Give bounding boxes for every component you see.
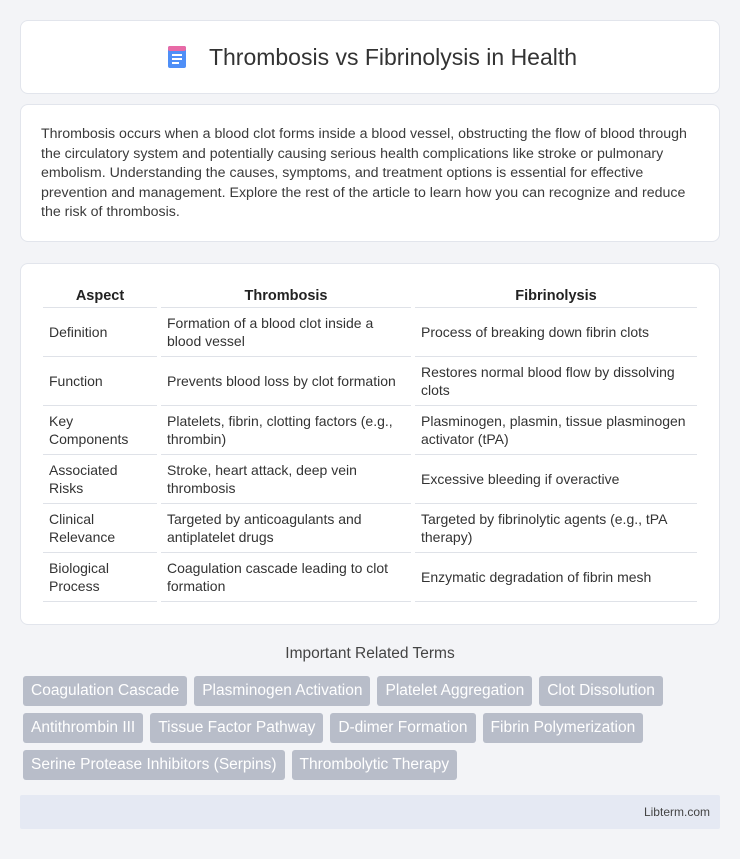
cell-thrombosis: Prevents blood loss by clot formation xyxy=(161,357,411,406)
cell-aspect: Associated Risks xyxy=(43,455,157,504)
cell-thrombosis: Coagulation cascade leading to clot formation xyxy=(161,553,411,602)
cell-thrombosis: Platelets, fibrin, clotting factors (e.g., thrombin) xyxy=(161,406,411,455)
cell-fibrinolysis: Restores normal blood flow by dissolving clots xyxy=(415,357,697,406)
cell-thrombosis: Formation of a blood clot inside a blood vessel xyxy=(161,308,411,357)
cell-fibrinolysis: Process of breaking down fibrin clots xyxy=(415,308,697,357)
table-header-row xyxy=(43,284,697,308)
cell-thrombosis: Targeted by anticoagulants and antiplatelet drugs xyxy=(161,504,411,553)
cell-thrombosis: Stroke, heart attack, deep vein thrombosis xyxy=(161,455,411,504)
cell-aspect: Key Components xyxy=(43,406,157,455)
cell-aspect: Definition xyxy=(43,308,157,357)
table-row xyxy=(43,455,697,504)
related-terms-heading: Important Related Terms xyxy=(285,645,455,662)
related-term-tag[interactable]: D-dimer Formation xyxy=(330,713,475,743)
related-term-tag[interactable]: Plasminogen Activation xyxy=(194,676,370,706)
cell-fibrinolysis: Plasminogen, plasmin, tissue plasminogen activator (tPA) xyxy=(415,406,697,455)
table-row xyxy=(43,504,697,553)
document-icon xyxy=(163,43,191,71)
header-aspect: Aspect xyxy=(43,284,157,308)
cell-fibrinolysis: Excessive bleeding if overactive xyxy=(415,455,697,504)
table-row xyxy=(43,406,697,455)
related-term-tag[interactable]: Antithrombin III xyxy=(23,713,143,743)
comparison-table xyxy=(39,284,701,602)
related-term-tag[interactable]: Platelet Aggregation xyxy=(377,676,532,706)
table-row xyxy=(43,308,697,357)
cell-aspect: Biological Process xyxy=(43,553,157,602)
cell-aspect: Function xyxy=(43,357,157,406)
cell-fibrinolysis: Targeted by fibrinolytic agents (e.g., tPA therapy) xyxy=(415,504,697,553)
table-row xyxy=(43,553,697,602)
comparison-card xyxy=(20,263,720,625)
footer-site-link[interactable]: Libterm.com xyxy=(643,805,710,819)
related-terms-list xyxy=(23,676,723,787)
related-term-tag[interactable]: Tissue Factor Pathway xyxy=(150,713,323,743)
table-row xyxy=(43,357,697,406)
related-term-tag[interactable]: Coagulation Cascade xyxy=(23,676,187,706)
intro-paragraph: Thrombosis occurs when a blood clot forms inside a blood vessel, obstructing the flow of blood through the circulatory system and potentially causing serious health complications like stroke or pulmonary embolism. Understanding the causes, symptoms, and treatment options is essential for effective prevention and management. Explore the rest of the article to learn how you can recognize and reduce the risk of thrombosis. xyxy=(41,126,687,221)
title-card xyxy=(20,20,720,94)
related-term-tag[interactable]: Clot Dissolution xyxy=(539,676,663,706)
header-thrombosis: Thrombosis xyxy=(161,284,411,308)
related-term-tag[interactable]: Thrombolytic Therapy xyxy=(292,750,458,780)
cell-aspect: Clinical Relevance xyxy=(43,504,157,553)
related-term-tag[interactable]: Serine Protease Inhibitors (Serpins) xyxy=(23,750,285,780)
cell-fibrinolysis: Enzymatic degradation of fibrin mesh xyxy=(415,553,697,602)
related-term-tag[interactable]: Fibrin Polymerization xyxy=(483,713,644,743)
header-fibrinolysis: Fibrinolysis xyxy=(415,284,697,308)
page-title: Thrombosis vs Fibrinolysis in Health xyxy=(208,43,578,70)
footer-bar xyxy=(20,795,720,829)
intro-card xyxy=(20,104,720,242)
